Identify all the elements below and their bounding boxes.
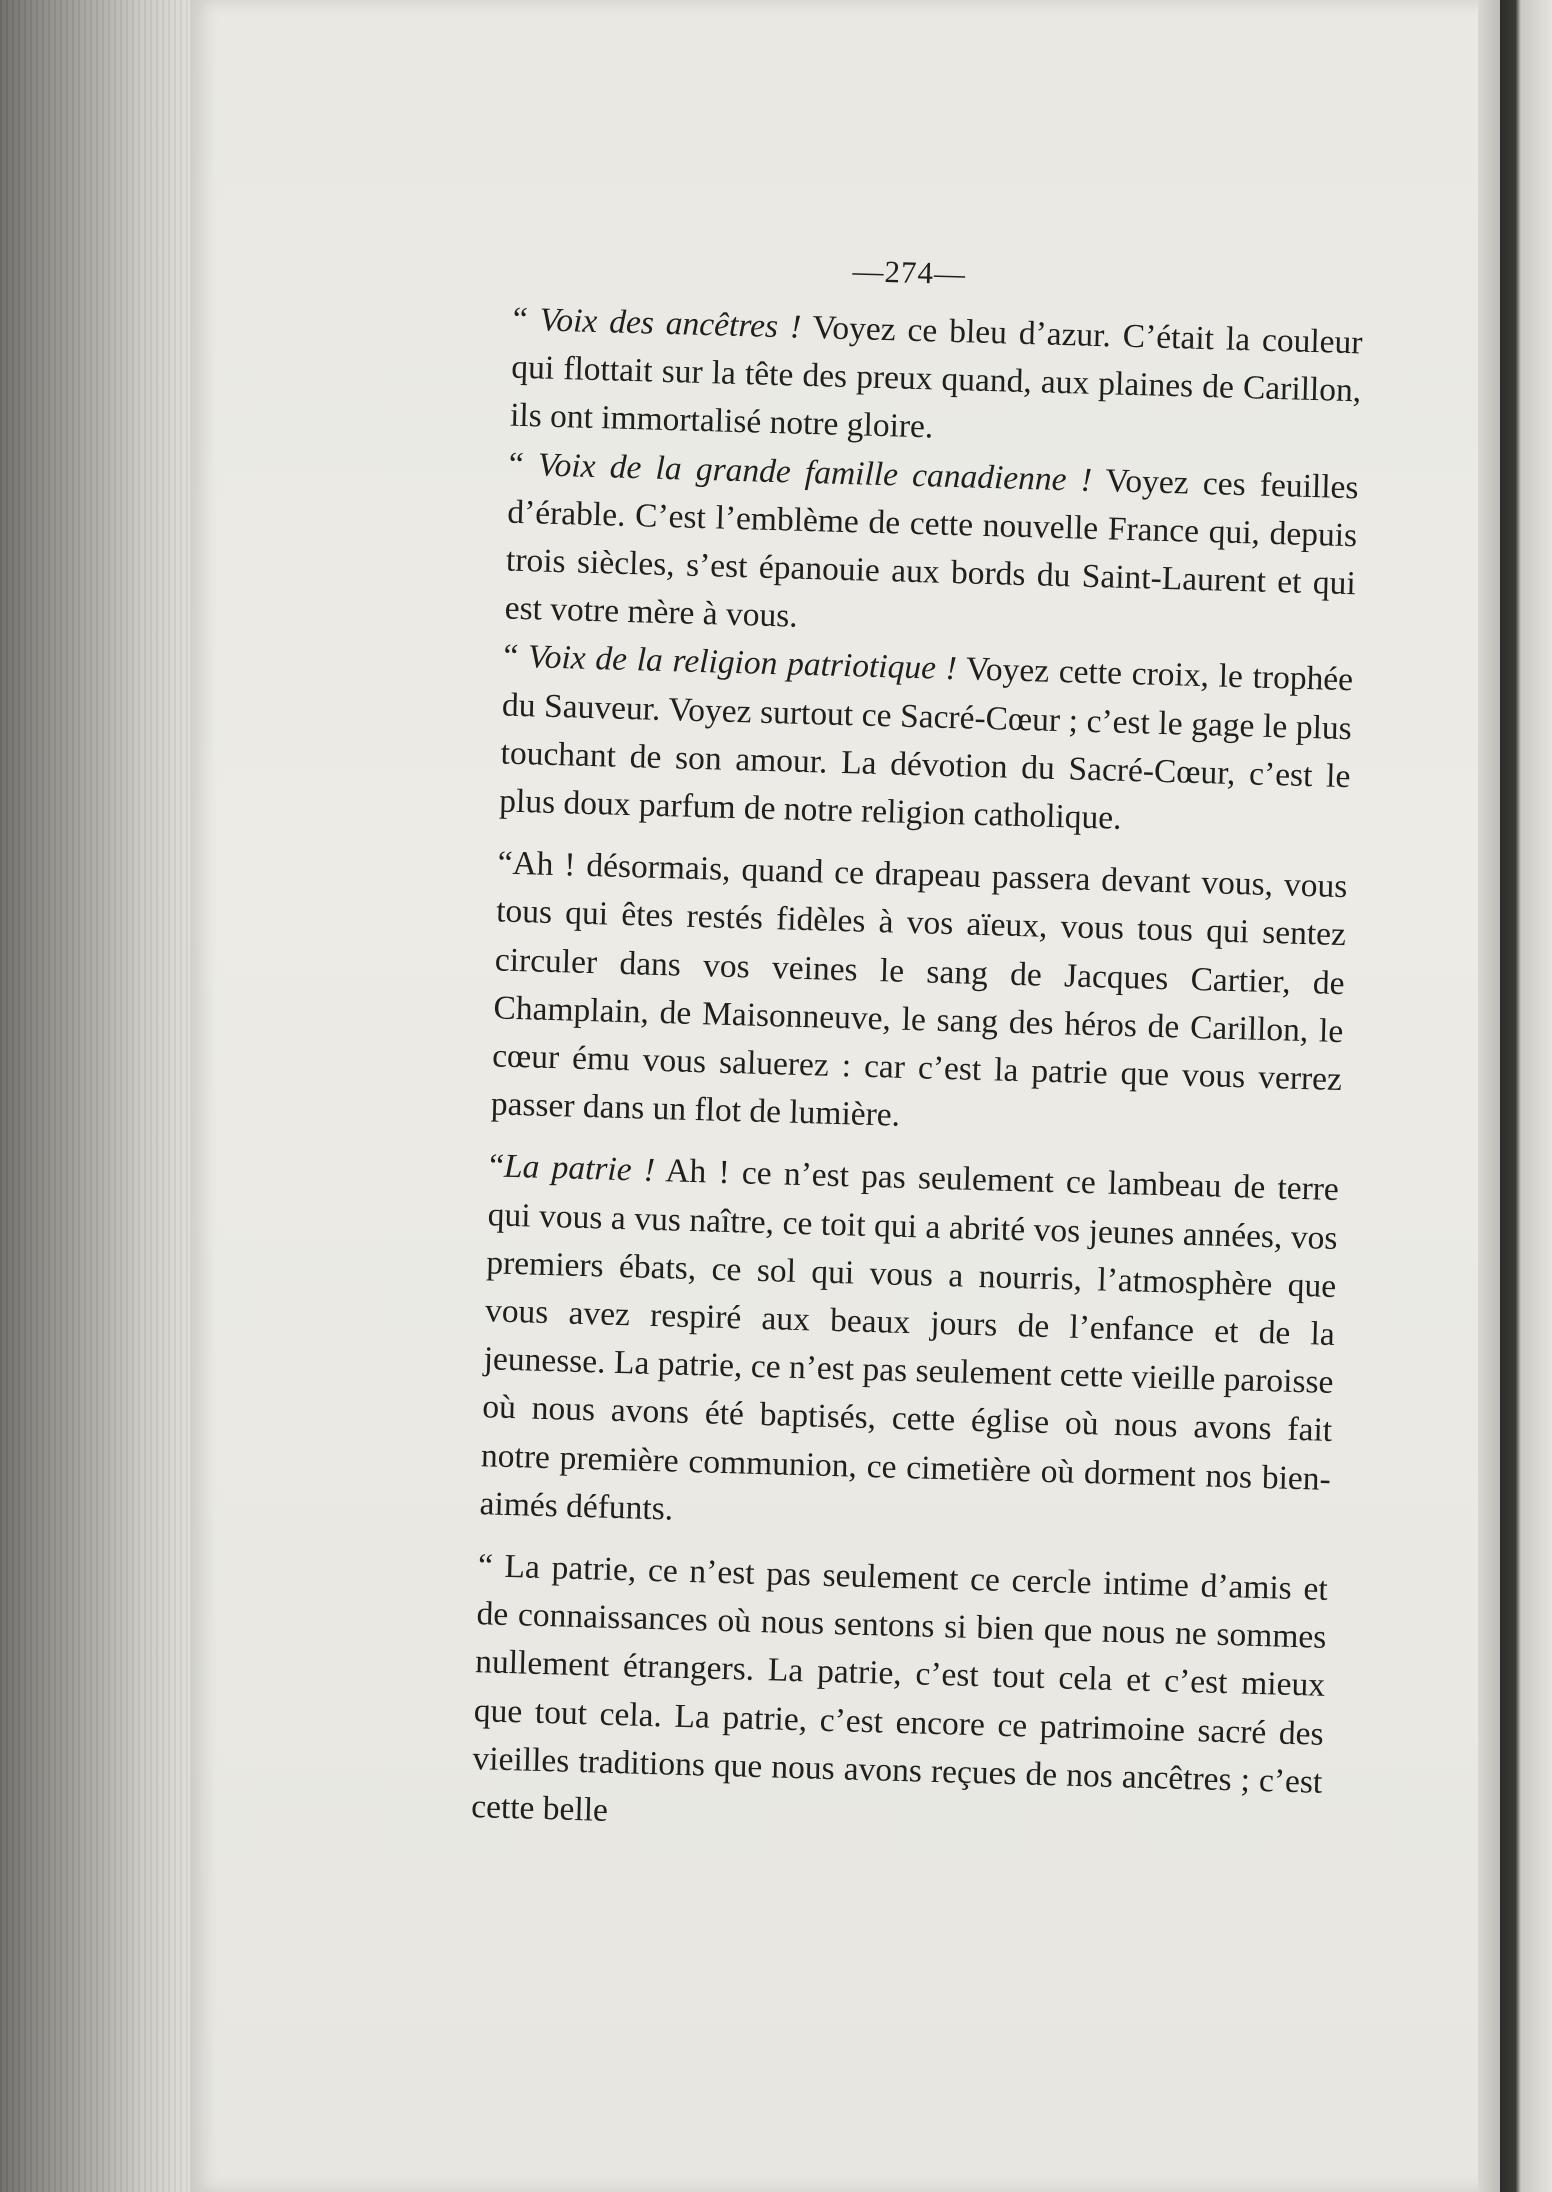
paragraph-text: La patrie, ce n’est pas seulement ce cercle intime d’amis et de connaissances où nous sentons si bien que nous ne sommes nullement étrangers. La patrie, c’est tout cela et c’est mieux que tout cela. La patrie, c’est encore ce patrimoine sacré des vieilles traditions que nous avons reçues de nos ancêtres ; c’est cette belle (470, 1547, 1329, 1829)
paragraph-6 (411, 1541, 1329, 1856)
italic-phrase: Voix de la grande famille canadienne ! (537, 446, 1093, 499)
page-edge (1478, 0, 1500, 2192)
italic-phrase: Voix des ancêtres ! (539, 301, 802, 346)
paragraph-4 (430, 838, 1348, 1153)
opening-quote: “ (502, 637, 519, 676)
paragraph-text: Ah ! désormais, quand ce drapeau passera devant vous, vous tous qui êtes restés fidèles à vos aïeux, vous tous qui sentez circuler dans vos veines le sang de Jacques Cartier, de Champlain, de Maisonneuve, le sang des héros de Carillon, le cœur ému vous saluerez : car c’est la patrie que vous verrez passer dans un flot de lumière. (490, 845, 1348, 1135)
page-text (411, 240, 1365, 1855)
paragraph-3 (439, 631, 1354, 849)
page-number: —274— (852, 253, 967, 292)
opening-quote: “ (508, 445, 525, 483)
book-gutter (0, 0, 200, 2192)
paragraph-5 (419, 1141, 1339, 1552)
paragraph-text: Voyez ces feuilles d’érable. C’est l’emblème de cette nouvelle France qui, depuis trois siècles, s’est épanouie aux bords du Saint-Laurent et qui est votre mère à vous. (504, 461, 1359, 635)
paragraph-1 (449, 294, 1363, 464)
paragraph-text: Ah ! ce n’est pas seulement ce lambeau de terre qui vous a vus naître, ce toit qui a abrité vos jeunes années, vos premiers ébats, ce sol qui vous a nourris, l’atmosphère que vous avez respiré aux beaux jours de l’enfance et de la jeunesse. La patrie, ce n’est pas seulement cette vieille paroisse où nous avons été baptisés, cette église où nous avons fait notre première communion, ce cimetière où dorment nos bien-aimés défunts. (479, 1152, 1340, 1528)
opening-quote: “ (488, 1147, 505, 1186)
facing-page-edge (1500, 0, 1552, 2192)
opening-quote: “ (497, 844, 514, 883)
paragraph-text: Voyez ce bleu d’azur. C’était la couleur qui flottait sur la tête des preux quand, aux plaines de Carillon, ils ont immortalisé notre gloire. (509, 308, 1363, 446)
paragraph-2 (444, 439, 1359, 657)
italic-phrase: Voix de la religion patriotique ! (527, 638, 958, 688)
italic-phrase: La patrie ! (503, 1148, 656, 1190)
paragraph-text: Voyez cette croix, le trophée du Sauveur. Voyez surtout ce Sacré-Cœur ; c’est le gage le plus touchant de son amour. La dévotion du Sacré-Cœur, c’est le plus doux parfum de notre religion catholique. (498, 650, 1354, 837)
opening-quote: “ (477, 1547, 494, 1585)
opening-quote: “ (512, 300, 529, 339)
